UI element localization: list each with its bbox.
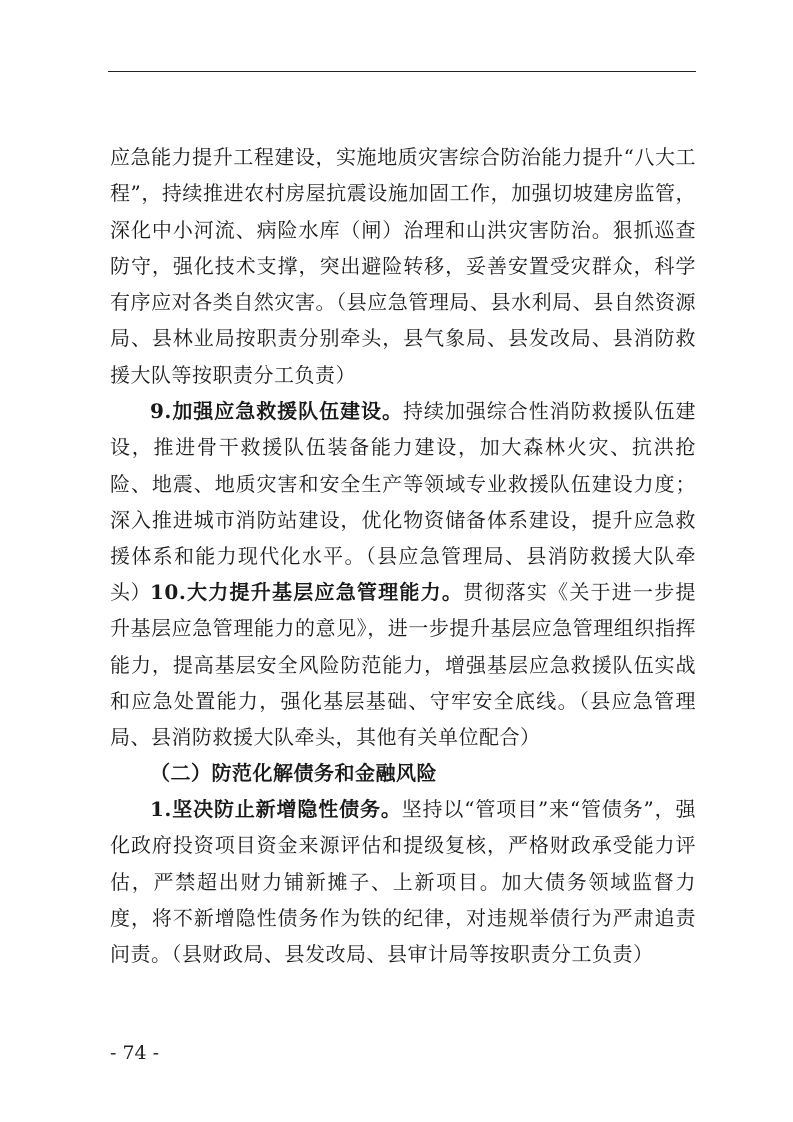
paragraph-disaster-prevention bbox=[110, 139, 696, 393]
paragraph-body: 坚持以“管项目”来“管债务”，强化政府投资项目资金来源评估和提级复核，严格财政承受能力评估，严禁超出财力铺新摊子、上新项目。加大债务领域监督力度，将不新增隐性债务作为铁的纪律，对违规举债行为严肃追责问责。（县财政局、县发改局、县审计局等按职责分工负责） bbox=[110, 797, 696, 967]
paragraph-grassroots-management bbox=[110, 574, 696, 755]
header-rule bbox=[108, 71, 696, 72]
paragraph-body: 贯彻落实《关于进一步提升基层应急管理能力的意见》，进一步提升基层应急管理组织指挥能力，提高基层安全风险防范能力，增强基层应急救援队伍实战和应急处置能力，强化基层基础、守牢安全底线。（县应急管理局、县消防救援大队牵头，其他有关单位配合） bbox=[110, 580, 697, 750]
section-heading-debt-risk: （二）防范化解债务和金融风险 bbox=[150, 761, 437, 785]
item-heading-10: 10.大力提升基层应急管理能力。 bbox=[150, 580, 464, 604]
item-heading-9: 9.加强应急救援队伍建设。 bbox=[150, 399, 403, 423]
page-number: - 74 - bbox=[110, 1042, 160, 1064]
paragraph-body: 持续加强综合性消防救援队伍建设，推进骨干救援队伍装备能力建设，加大森林火灾、抗洪抢险、地震、地质灾害和安全生产等领域专业救援队伍建设力度；深入推进城市消防站建设，优化物资储备体系建设，提升应急救援体系和能力现代化水平。（县应急管理局、县消防救援大队牵头） bbox=[110, 399, 696, 605]
paragraph-body: 应急能力提升工程建设，实施地质灾害综合防治能力提升“八大工程”，持续推进农村房屋抗震设施加固工作，加强切坡建房监管，深化中小河流、病险水库（闸）治理和山洪灾害防治。狠抓巡查防守，强化技术支撑，突出避险转移，妥善安置受灾群众，科学有序应对各类自然灾害。（县应急管理局、县水利局、县自然资源局、县林业局按职责分别牵头，县气象局、县发改局、县消防救援大队等按职责分工负责） bbox=[110, 145, 696, 387]
item-heading-1: 1.坚决防止新增隐性债务。 bbox=[150, 797, 402, 821]
paragraph-hidden-debt bbox=[110, 791, 696, 972]
